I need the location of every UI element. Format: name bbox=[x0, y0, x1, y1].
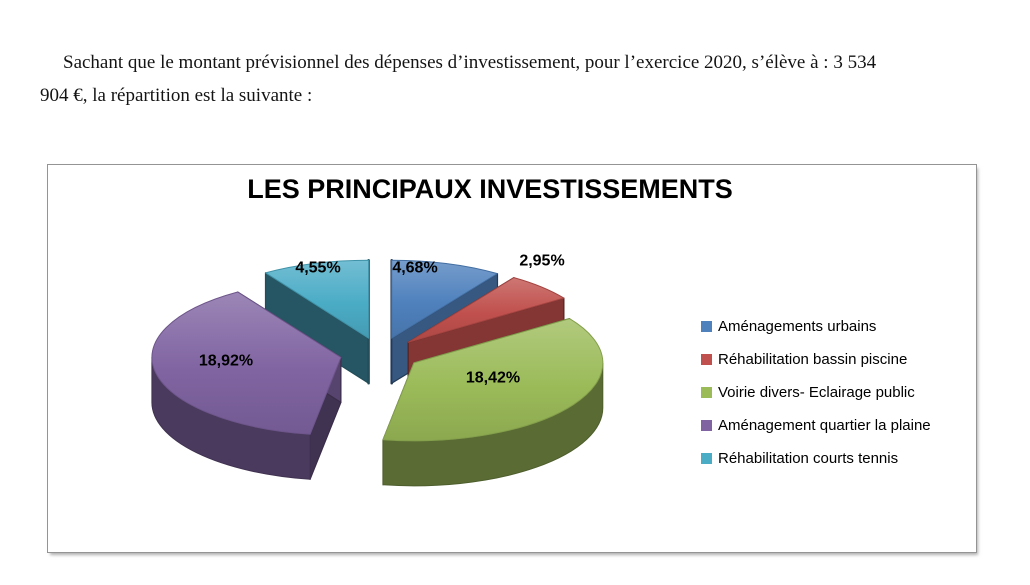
chart-frame bbox=[47, 164, 977, 553]
slice-label: 4,55% bbox=[295, 259, 341, 277]
legend-label: Réhabilitation courts tennis bbox=[718, 449, 899, 467]
intro-line-1: Sachant que le montant prévisionnel des dépenses d’investissement, pour l’exercice 2020, s’élève à : 3 534 bbox=[63, 52, 877, 73]
legend-item bbox=[701, 417, 931, 433]
legend-label: Aménagements urbains bbox=[718, 317, 877, 335]
legend-swatch bbox=[701, 420, 712, 431]
chart-legend bbox=[701, 318, 931, 483]
legend-label: Aménagement quartier la plaine bbox=[718, 416, 931, 434]
chart-title: LES PRINCIPAUX INVESTISSEMENTS bbox=[247, 174, 733, 204]
legend-item bbox=[701, 318, 931, 334]
slice-label: 4,68% bbox=[392, 259, 438, 277]
legend-swatch bbox=[701, 321, 712, 332]
legend-label: Voirie divers- Eclairage public bbox=[718, 383, 915, 401]
legend-swatch bbox=[701, 354, 712, 365]
legend-swatch bbox=[701, 387, 712, 398]
slice-label: 18,92% bbox=[198, 352, 254, 370]
legend-item bbox=[701, 351, 931, 367]
legend-label: Réhabilitation bassin piscine bbox=[718, 350, 908, 368]
slice-label: 2,95% bbox=[519, 252, 565, 270]
intro-line-2: 904 €, la répartition est la suivante : bbox=[40, 85, 313, 106]
legend-item bbox=[701, 384, 931, 400]
legend-item bbox=[701, 450, 931, 466]
slice-label: 18,42% bbox=[465, 369, 521, 387]
intro-paragraph bbox=[40, 46, 1000, 112]
legend-swatch bbox=[701, 453, 712, 464]
